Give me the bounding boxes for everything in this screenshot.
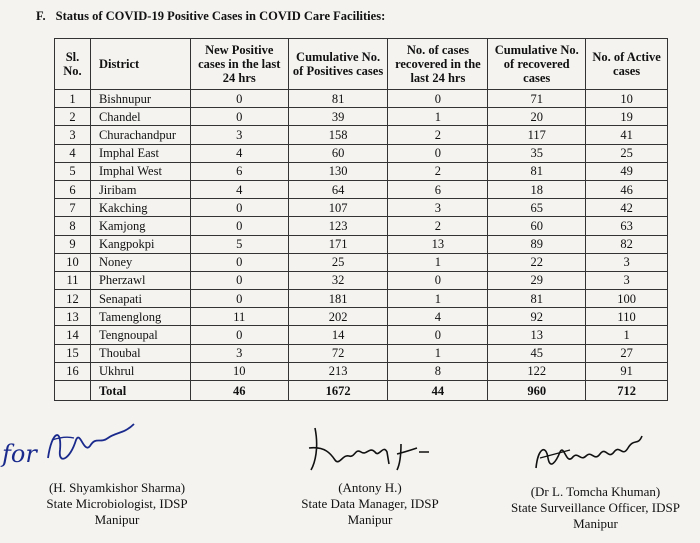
- section-heading: [36, 9, 385, 24]
- cumulative-positive-cell: 25: [288, 253, 388, 271]
- new-positive-cell: 6: [190, 162, 288, 180]
- active-cases-cell: 110: [586, 308, 668, 326]
- cumulative-positive-cell: 130: [288, 162, 388, 180]
- district-cell: Imphal East: [90, 144, 190, 162]
- cumulative-positive-cell: 72: [288, 344, 388, 362]
- new-positive-cell: 0: [190, 199, 288, 217]
- recovered-cell: 0: [388, 90, 488, 108]
- sl-no-cell: 14: [55, 326, 91, 344]
- district-cell: Chandel: [90, 108, 190, 126]
- sl-no-cell: 4: [55, 144, 91, 162]
- header-new-positive: New Positive cases in the last 24 hrs: [190, 39, 288, 90]
- recovered-cell: 6: [388, 180, 488, 198]
- active-cases-cell: 46: [586, 180, 668, 198]
- new-positive-cell: 5: [190, 235, 288, 253]
- signatory-name: (Dr L. Tomcha Khuman): [530, 484, 661, 499]
- cumulative-positive-cell: 32: [288, 271, 388, 289]
- new-positive-cell: 0: [190, 326, 288, 344]
- district-cell: Imphal West: [90, 162, 190, 180]
- recovered-cell: 2: [388, 162, 488, 180]
- total-new: 46: [190, 381, 288, 401]
- new-positive-cell: 0: [190, 253, 288, 271]
- cumulative-positive-cell: 213: [288, 362, 388, 380]
- new-positive-cell: 11: [190, 308, 288, 326]
- new-positive-cell: 0: [190, 290, 288, 308]
- cumulative-positive-cell: 81: [288, 90, 388, 108]
- active-cases-cell: 25: [586, 144, 668, 162]
- cumulative-recovered-cell: 13: [488, 326, 586, 344]
- header-recovered-24hrs: No. of cases recovered in the last 24 hrs: [388, 39, 488, 90]
- cumulative-recovered-cell: 20: [488, 108, 586, 126]
- recovered-cell: 0: [388, 144, 488, 162]
- sl-no-cell: 16: [55, 362, 91, 380]
- sl-no-cell: 9: [55, 235, 91, 253]
- table-row: [55, 199, 668, 217]
- header-cumulative-recovered: Cumulative No. of recovered cases: [488, 39, 586, 90]
- cumulative-recovered-cell: 65: [488, 199, 586, 217]
- new-positive-cell: 0: [190, 217, 288, 235]
- new-positive-cell: 10: [190, 362, 288, 380]
- district-cell: Ukhrul: [90, 362, 190, 380]
- covid-status-table: [54, 38, 668, 401]
- table-row: [55, 180, 668, 198]
- section-number: F.: [36, 9, 46, 23]
- table-row: [55, 108, 668, 126]
- total-label: Total: [90, 381, 190, 401]
- cumulative-recovered-cell: 22: [488, 253, 586, 271]
- cumulative-recovered-cell: 89: [488, 235, 586, 253]
- cumulative-recovered-cell: 35: [488, 144, 586, 162]
- recovered-cell: 2: [388, 217, 488, 235]
- cumulative-recovered-cell: 92: [488, 308, 586, 326]
- table-row: [55, 362, 668, 380]
- total-cumulative-positive: 1672: [288, 381, 388, 401]
- sl-no-cell: 8: [55, 217, 91, 235]
- cumulative-positive-cell: 60: [288, 144, 388, 162]
- header-district: District: [90, 39, 190, 90]
- cumulative-positive-cell: 181: [288, 290, 388, 308]
- recovered-cell: 1: [388, 253, 488, 271]
- sl-no-cell: 1: [55, 90, 91, 108]
- recovered-cell: 0: [388, 326, 488, 344]
- active-cases-cell: 27: [586, 344, 668, 362]
- active-cases-cell: 1: [586, 326, 668, 344]
- signature-scribble-3: [530, 428, 650, 478]
- district-cell: Kakching: [90, 199, 190, 217]
- district-cell: Senapati: [90, 290, 190, 308]
- recovered-cell: 13: [388, 235, 488, 253]
- table-row: [55, 217, 668, 235]
- section-title: Status of COVID-19 Positive Cases in COVID Care Facilities:: [55, 9, 386, 23]
- sl-no-cell: 2: [55, 108, 91, 126]
- active-cases-cell: 3: [586, 271, 668, 289]
- cumulative-positive-cell: 64: [288, 180, 388, 198]
- signature-scribble-1: [0, 410, 140, 480]
- total-sl-cell: [55, 381, 91, 401]
- recovered-cell: 1: [388, 290, 488, 308]
- sl-no-cell: 11: [55, 271, 91, 289]
- sl-no-cell: 3: [55, 126, 91, 144]
- cumulative-positive-cell: 14: [288, 326, 388, 344]
- cumulative-positive-cell: 158: [288, 126, 388, 144]
- cumulative-positive-cell: 202: [288, 308, 388, 326]
- district-cell: Bishnupur: [90, 90, 190, 108]
- signature-for-text: for: [2, 440, 37, 468]
- active-cases-cell: 63: [586, 217, 668, 235]
- cumulative-positive-cell: 171: [288, 235, 388, 253]
- recovered-cell: 8: [388, 362, 488, 380]
- sl-no-cell: 15: [55, 344, 91, 362]
- table-row: [55, 326, 668, 344]
- district-cell: Kamjong: [90, 217, 190, 235]
- cumulative-recovered-cell: 18: [488, 180, 586, 198]
- active-cases-cell: 49: [586, 162, 668, 180]
- table-row: [55, 144, 668, 162]
- table-row: [55, 126, 668, 144]
- signature-scribble-2: [305, 418, 445, 478]
- district-cell: Tengnoupal: [90, 326, 190, 344]
- cumulative-recovered-cell: 117: [488, 126, 586, 144]
- total-cumulative-recovered: 960: [488, 381, 586, 401]
- new-positive-cell: 0: [190, 90, 288, 108]
- new-positive-cell: 0: [190, 271, 288, 289]
- sl-no-cell: 13: [55, 308, 91, 326]
- table-row: [55, 162, 668, 180]
- recovered-cell: 2: [388, 126, 488, 144]
- active-cases-cell: 100: [586, 290, 668, 308]
- signatory-name: (Antony H.): [338, 480, 402, 495]
- active-cases-cell: 42: [586, 199, 668, 217]
- table-row: [55, 271, 668, 289]
- signatory-role: State Microbiologist, IDSP: [46, 496, 188, 511]
- total-recovered: 44: [388, 381, 488, 401]
- table-row: [55, 308, 668, 326]
- new-positive-cell: 3: [190, 344, 288, 362]
- header-sl-no: Sl. No.: [55, 39, 91, 90]
- table-row: [55, 235, 668, 253]
- new-positive-cell: 3: [190, 126, 288, 144]
- new-positive-cell: 4: [190, 180, 288, 198]
- recovered-cell: 0: [388, 271, 488, 289]
- active-cases-cell: 82: [586, 235, 668, 253]
- cumulative-recovered-cell: 81: [488, 290, 586, 308]
- recovered-cell: 1: [388, 344, 488, 362]
- cumulative-positive-cell: 107: [288, 199, 388, 217]
- recovered-cell: 3: [388, 199, 488, 217]
- active-cases-cell: 41: [586, 126, 668, 144]
- table-row: [55, 344, 668, 362]
- active-cases-cell: 3: [586, 253, 668, 271]
- signatory-role: State Data Manager, IDSP: [301, 496, 439, 511]
- signatory-role: State Surveillance Officer, IDSP: [511, 500, 680, 515]
- table-row: [55, 290, 668, 308]
- cumulative-positive-cell: 39: [288, 108, 388, 126]
- cumulative-recovered-cell: 45: [488, 344, 586, 362]
- active-cases-cell: 91: [586, 362, 668, 380]
- active-cases-cell: 10: [586, 90, 668, 108]
- signature-block-2: [280, 480, 460, 528]
- table-row: [55, 90, 668, 108]
- district-cell: Churachandpur: [90, 126, 190, 144]
- header-active-cases: No. of Active cases: [586, 39, 668, 90]
- active-cases-cell: 19: [586, 108, 668, 126]
- table-row: [55, 253, 668, 271]
- district-cell: Noney: [90, 253, 190, 271]
- cumulative-recovered-cell: 122: [488, 362, 586, 380]
- sl-no-cell: 10: [55, 253, 91, 271]
- signatory-name: (H. Shyamkishor Sharma): [48, 480, 186, 495]
- sl-no-cell: 6: [55, 180, 91, 198]
- header-cumulative-positive: Cumulative No. of Positives cases: [288, 39, 388, 90]
- sl-no-cell: 12: [55, 290, 91, 308]
- signature-block-3: [493, 484, 698, 532]
- total-active: 712: [586, 381, 668, 401]
- cumulative-recovered-cell: 60: [488, 217, 586, 235]
- cumulative-recovered-cell: 29: [488, 271, 586, 289]
- district-cell: Kangpokpi: [90, 235, 190, 253]
- sl-no-cell: 7: [55, 199, 91, 217]
- signatory-place: Manipur: [94, 512, 140, 527]
- table-header-row: [55, 39, 668, 90]
- sl-no-cell: 5: [55, 162, 91, 180]
- cumulative-positive-cell: 123: [288, 217, 388, 235]
- new-positive-cell: 4: [190, 144, 288, 162]
- signatory-place: Manipur: [347, 512, 393, 527]
- total-row: [55, 381, 668, 401]
- signature-block-1: [12, 480, 222, 528]
- recovered-cell: 4: [388, 308, 488, 326]
- signatory-place: Manipur: [573, 516, 618, 531]
- district-cell: Jiribam: [90, 180, 190, 198]
- cumulative-recovered-cell: 81: [488, 162, 586, 180]
- district-cell: Tamenglong: [90, 308, 190, 326]
- district-cell: Thoubal: [90, 344, 190, 362]
- district-cell: Pherzawl: [90, 271, 190, 289]
- recovered-cell: 1: [388, 108, 488, 126]
- new-positive-cell: 0: [190, 108, 288, 126]
- cumulative-recovered-cell: 71: [488, 90, 586, 108]
